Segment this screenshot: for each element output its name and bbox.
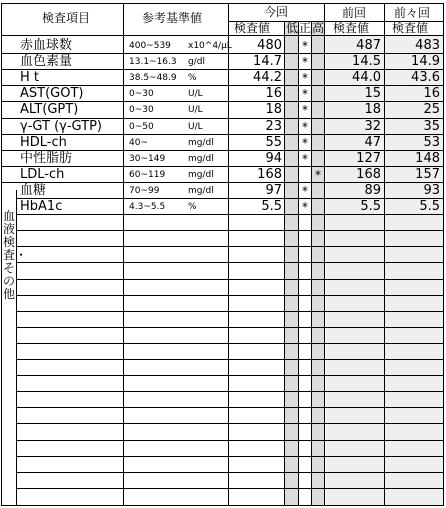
row-reference-unit: g/dl — [188, 57, 205, 68]
col-line-current — [284, 22, 285, 506]
row-reference-range: 60~119 — [129, 169, 166, 180]
side-label: 血液検査・その他 — [3, 209, 28, 301]
col-line-reference — [228, 3, 229, 506]
row-previous-value: 18 — [364, 102, 381, 118]
row-item-name: H t — [20, 70, 40, 86]
row-divider — [16, 423, 444, 424]
row-before-previous-value: 14.9 — [411, 54, 440, 70]
row-reference-range: 0~30 — [129, 89, 154, 100]
header-previous-value: 検査値 — [333, 21, 370, 35]
row-before-previous-value: 35 — [423, 118, 440, 134]
col-line-normal — [311, 22, 312, 506]
header-current-value: 検査値 — [234, 21, 271, 35]
row-flag-mark: * — [302, 103, 308, 118]
col-line-high — [324, 3, 325, 506]
row-reference-unit: U/L — [188, 121, 203, 132]
row-divider — [16, 391, 444, 392]
header-bottom-line — [1, 35, 444, 36]
row-current-value: 480 — [257, 38, 282, 53]
row-reference-range: 38.5~48.9 — [129, 73, 177, 84]
row-flag-mark: * — [302, 71, 308, 86]
row-divider — [16, 246, 444, 247]
row-reference-unit: x10^4/μL — [188, 41, 232, 51]
row-reference-unit: mg/dl — [188, 185, 214, 196]
row-item-name: 血色素量 — [20, 54, 73, 70]
row-current-value: 5.5 — [261, 199, 282, 214]
row-current-value: 97 — [265, 182, 282, 198]
row-divider — [16, 230, 444, 231]
row-flag-mark: * — [302, 135, 308, 150]
row-divider — [16, 375, 444, 376]
row-before-previous-value: 43.6 — [411, 70, 440, 86]
row-current-value: 16 — [265, 86, 282, 102]
row-previous-value: 487 — [356, 38, 381, 53]
row-divider — [16, 407, 444, 408]
row-before-previous-value: 16 — [423, 86, 440, 102]
row-reference-range: 13.1~16.3 — [129, 57, 177, 68]
row-previous-value: 15 — [364, 86, 381, 102]
row-reference-range: 40~ — [129, 137, 148, 148]
row-current-value: 94 — [265, 150, 282, 166]
header-current-group: 今回 — [264, 5, 289, 19]
row-reference-range: 4.3~5.5 — [129, 202, 166, 212]
row-reference-unit: % — [188, 73, 197, 84]
row-divider — [16, 472, 444, 473]
col-line-side — [16, 190, 17, 506]
row-previous-value: 5.5 — [360, 199, 381, 214]
row-flag-mark: * — [302, 183, 308, 198]
row-before-previous-value: 483 — [415, 38, 440, 53]
row-reference-range: 70~99 — [129, 185, 160, 196]
row-reference-range: 0~50 — [129, 121, 154, 132]
header-reference: 参考基準値 — [142, 11, 203, 25]
row-flag-mark: * — [302, 39, 308, 53]
row-item-name: 赤血球数 — [20, 38, 73, 53]
row-before-previous-value: 93 — [423, 182, 440, 198]
row-before-previous-value: 157 — [415, 166, 440, 182]
row-current-value: 44.2 — [253, 70, 282, 86]
row-item-name: 中性脂肪 — [20, 150, 73, 166]
row-current-value: 18 — [265, 102, 282, 118]
row-divider — [16, 488, 444, 489]
row-reference-unit: U/L — [188, 105, 203, 116]
row-divider — [16, 359, 444, 360]
row-flag-mark: * — [302, 55, 308, 70]
row-item-name: AST(GOT) — [20, 86, 84, 102]
row-previous-value: 168 — [356, 166, 381, 182]
row-before-previous-value: 5.5 — [419, 199, 440, 214]
row-flag-mark: * — [302, 151, 308, 166]
row-current-value: 23 — [265, 118, 282, 134]
row-item-name: ALT(GPT) — [20, 102, 79, 118]
header-normal: 正 — [299, 21, 312, 35]
header-low: 低 — [286, 21, 299, 35]
row-flag-mark: * — [315, 167, 321, 182]
row-item-name: 血糖 — [20, 182, 47, 198]
row-divider — [16, 327, 444, 328]
row-item-name: LDL-ch — [20, 166, 65, 182]
row-item-name: HDL-ch — [20, 134, 67, 150]
row-previous-value: 127 — [356, 150, 381, 166]
col-line-previous — [384, 3, 385, 506]
row-reference-range: 0~30 — [129, 105, 154, 116]
row-divider — [16, 279, 444, 280]
row-divider — [16, 295, 444, 296]
col-line-item — [123, 3, 124, 506]
header-high: 高 — [312, 21, 325, 35]
row-reference-unit: mg/dl — [188, 153, 214, 164]
row-before-previous-value: 25 — [423, 102, 440, 118]
row-current-value: 168 — [257, 166, 282, 182]
row-divider — [16, 456, 444, 457]
row-reference-unit: % — [188, 202, 197, 212]
header-before-previous-value: 検査値 — [392, 21, 429, 35]
row-flag-mark: * — [302, 87, 308, 102]
row-reference-unit: U/L — [188, 89, 203, 100]
row-divider — [16, 262, 444, 263]
row-divider — [16, 440, 444, 441]
row-before-previous-value: 53 — [423, 134, 440, 150]
row-reference-unit: mg/dl — [188, 169, 214, 180]
row-previous-value: 32 — [364, 118, 381, 134]
row-before-previous-value: 148 — [415, 150, 440, 166]
row-previous-value: 47 — [364, 134, 381, 150]
row-item-name: γ-GT (γ-GTP) — [20, 118, 102, 134]
row-current-value: 14.7 — [253, 54, 282, 70]
row-flag-mark: * — [302, 200, 308, 214]
row-current-value: 55 — [265, 134, 282, 150]
row-reference-range: 400~539 — [129, 41, 171, 51]
row-flag-mark: * — [302, 119, 308, 134]
row-divider — [16, 311, 444, 312]
header-before-previous-group: 前々回 — [394, 6, 431, 20]
row-divider — [16, 214, 444, 215]
row-reference-range: 30~149 — [129, 153, 166, 164]
header-previous-group: 前回 — [342, 6, 367, 20]
row-previous-value: 89 — [364, 182, 381, 198]
row-item-name: HbA1c — [20, 199, 63, 214]
header-group-line — [228, 21, 444, 22]
row-previous-value: 14.5 — [352, 54, 381, 70]
header-item: 検査項目 — [42, 11, 91, 25]
row-previous-value: 44.0 — [352, 70, 381, 86]
row-divider — [16, 343, 444, 344]
row-reference-unit: mg/dl — [188, 137, 214, 148]
